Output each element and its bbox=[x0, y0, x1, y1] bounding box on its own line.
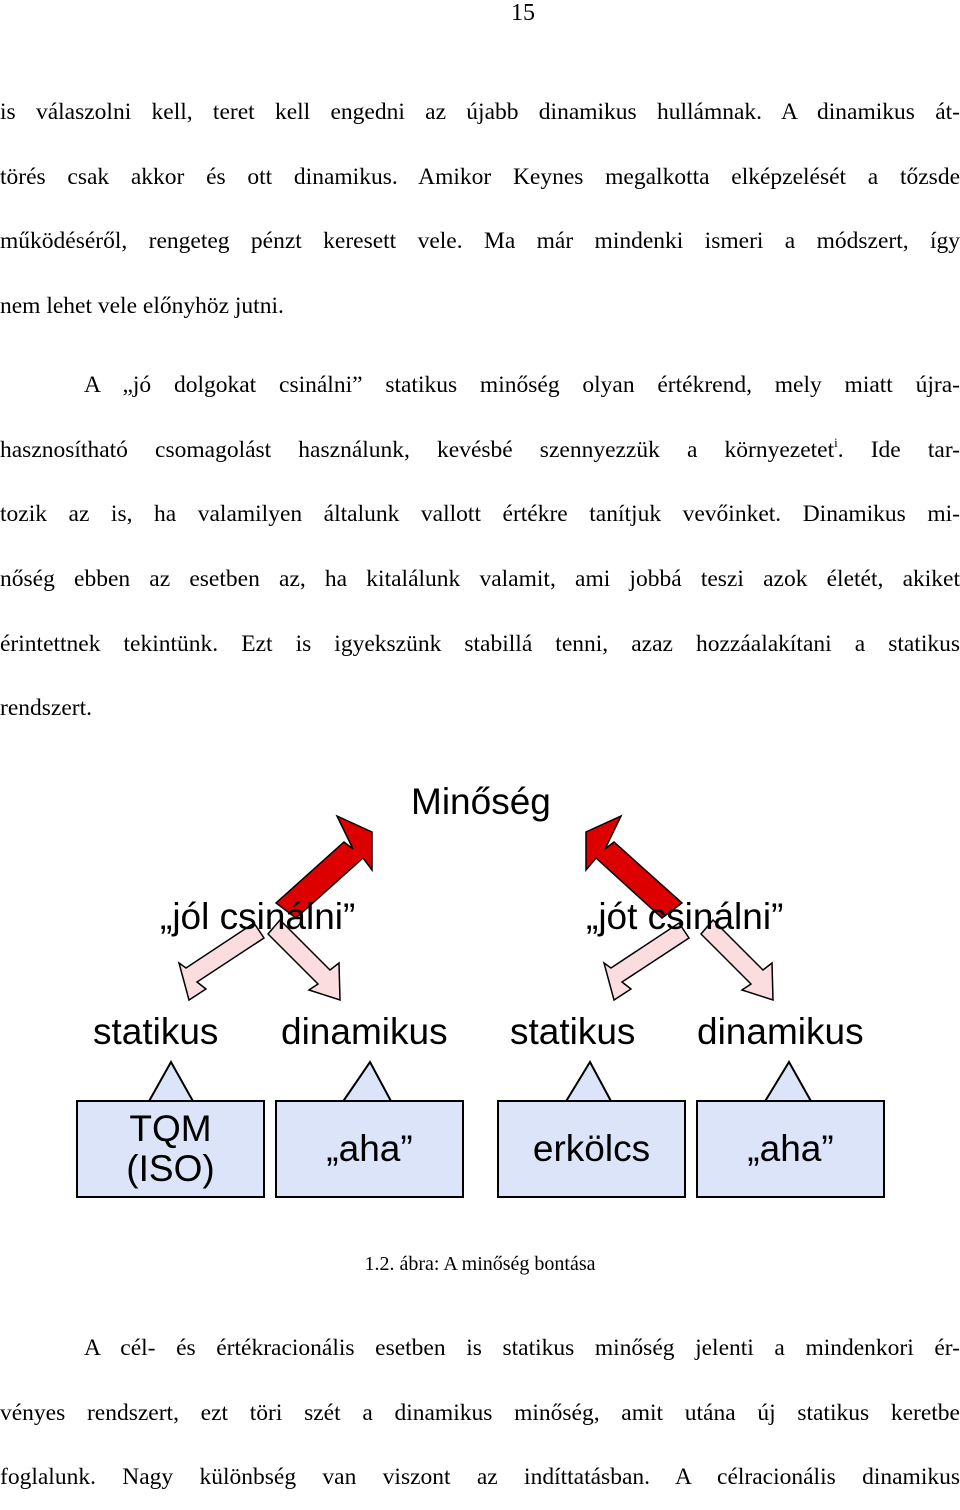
text-line: nem lehet vele előnyhöz jutni. bbox=[0, 293, 284, 320]
callout-notch-4 bbox=[764, 1062, 812, 1103]
text-line: törés csak akkor és ott dinamikus. Amikor Keynes megalkotta elképzelését a tőzsde bbox=[0, 163, 960, 190]
text-line: érintettnek tekintünk. Ezt is igyekszünk stabillá tenni, azaz hozzáalakítani a statikus bbox=[0, 630, 960, 657]
paragraph-3 bbox=[0, 1316, 960, 1510]
branch-label-right: „jót csinálni” bbox=[586, 896, 784, 937]
box-ethics: erkölcs bbox=[497, 1100, 686, 1198]
text-line: A cél- és értékracionális esetben is statikus minőség jelenti a mindenkori ér- bbox=[84, 1335, 960, 1361]
text-line: tozik az is, ha valamilyen általunk vallott értékre tanítjuk vevőinket. Dinamikus mi- bbox=[0, 501, 960, 528]
text-line: rendszert. bbox=[0, 695, 92, 722]
leaf-label-dynamic: dinamikus bbox=[697, 1011, 864, 1052]
box-aha: „aha” bbox=[696, 1100, 885, 1198]
text-line bbox=[0, 418, 960, 483]
text-line: is válaszolni kell, teret kell engedni az újabb dinamikus hullámnak. A dinamikus át- bbox=[0, 99, 960, 125]
box-aha: „aha” bbox=[275, 1100, 464, 1198]
callout-notch-1 bbox=[148, 1062, 194, 1103]
callout-notch-3 bbox=[565, 1062, 612, 1103]
figure-caption: 1.2. ábra: A minőség bontása bbox=[364, 1253, 596, 1275]
paragraph-1 bbox=[0, 80, 960, 339]
text-line: vényes rendszert, ezt töri szét a dinamikus minőség, amit utána új statikus keretbe bbox=[0, 1399, 960, 1426]
callout-notch-2 bbox=[342, 1062, 392, 1103]
diagram-root-label: Minőség bbox=[411, 781, 551, 822]
page-number: 15 bbox=[511, 0, 535, 26]
text-line: A „jó dolgokat csinálni” statikus minőség olyan értékrend, mely miatt újra- bbox=[84, 372, 960, 398]
leaf-label-static: statikus bbox=[93, 1011, 219, 1052]
text-fragment: . Ide tar- bbox=[837, 436, 960, 463]
footnote-marker[interactable]: i bbox=[834, 434, 838, 450]
text-line: működéséről, rengeteg pénzt keresett vele. Ma már mindenki ismeri a módszert, így bbox=[0, 228, 960, 255]
branch-label-left: „jól csinálni” bbox=[160, 896, 356, 937]
box-tqm-iso: TQM (ISO) bbox=[76, 1100, 265, 1198]
leaf-label-static: statikus bbox=[510, 1011, 636, 1052]
text-line: foglalunk. Nagy különbség van viszont az indíttatásban. A célracionális dinamikus bbox=[0, 1464, 960, 1491]
quality-breakdown-diagram bbox=[0, 760, 960, 1230]
leaf-label-dynamic: dinamikus bbox=[281, 1011, 448, 1052]
paragraph-2 bbox=[0, 353, 960, 741]
text-fragment: hasznosítható csomagolást használunk, kevésbé szennyezzük a környezetet bbox=[0, 436, 835, 463]
text-line: nőség ebben az esetben az, ha kitalálunk valamit, ami jobbá teszi azok életét, akiket bbox=[0, 566, 960, 593]
